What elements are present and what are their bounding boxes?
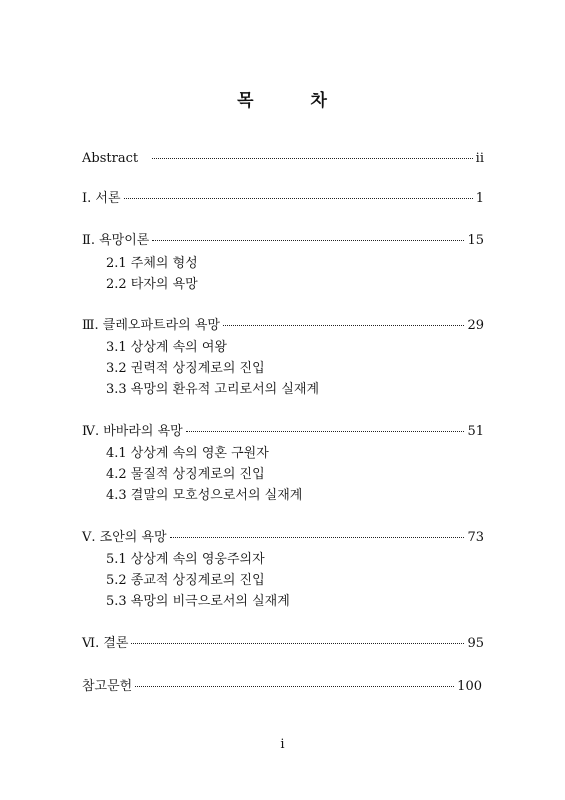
- toc-subentry[interactable]: [106, 277, 198, 293]
- page-number-footer: i: [280, 737, 285, 752]
- dot-leader: [131, 643, 464, 644]
- toc-entry-label: Ⅲ. 클레오파트라의 욕망: [82, 318, 220, 333]
- toc-page-number: 100: [457, 679, 482, 694]
- toc-page-number: 1: [475, 191, 484, 206]
- toc-subentry[interactable]: [106, 467, 265, 483]
- toc-subentry-label: 3.2 권력적 상징계로의 진입: [106, 361, 265, 376]
- toc-entry-chapter-5[interactable]: [82, 530, 484, 546]
- toc-subentry[interactable]: [106, 552, 265, 568]
- toc-subentry-label: 4.3 결말의 모호성으로서의 실재계: [106, 488, 303, 503]
- dot-leader: [152, 158, 473, 159]
- toc-entry-abstract[interactable]: [82, 151, 484, 167]
- toc-subentry-label: 5.2 종교적 상징계로의 진입: [106, 573, 265, 588]
- toc-entry-chapter-6[interactable]: [82, 636, 484, 652]
- dot-leader: [152, 240, 464, 241]
- toc-subentry[interactable]: [106, 488, 302, 504]
- toc-subentry-label: 5.1 상상계 속의 영웅주의자: [106, 552, 265, 567]
- title-part-1: 목: [237, 91, 255, 111]
- toc-subentry[interactable]: [106, 446, 269, 462]
- toc-subentry-label: 3.1 상상계 속의 여왕: [106, 340, 227, 355]
- toc-entry-chapter-4[interactable]: [82, 424, 484, 440]
- dot-leader: [223, 325, 464, 326]
- toc-page-number: 95: [467, 636, 484, 651]
- toc-subentry[interactable]: [106, 256, 198, 272]
- toc-page-number: 15: [467, 233, 484, 248]
- dot-leader: [135, 686, 454, 687]
- title-part-2: 차: [310, 91, 328, 111]
- toc-entry-label: Ⅱ. 욕망이론: [82, 233, 150, 248]
- toc-entry-chapter-2[interactable]: [82, 233, 484, 249]
- toc-entry-label: Ⅰ. 서론: [82, 191, 121, 206]
- toc-page-number: 29: [467, 318, 484, 333]
- toc-entry-label: Ⅳ. 바바라의 욕망: [82, 424, 183, 439]
- toc-subentry-label: 3.3 욕망의 환유적 고리로서의 실재계: [106, 382, 320, 397]
- dot-leader: [124, 198, 473, 199]
- dot-leader: [170, 537, 465, 538]
- toc-page-number: ii: [475, 151, 484, 166]
- toc-entry-label: 참고문헌: [82, 679, 133, 694]
- toc-subentry-label: 4.2 물질적 상징계로의 진입: [106, 467, 265, 482]
- toc-subentry-label: 5.3 욕망의 비극으로서의 실재계: [106, 594, 290, 609]
- toc-subentry-label: 2.1 주체의 형성: [106, 256, 198, 271]
- toc-page-number: 73: [467, 530, 484, 545]
- toc-subentry[interactable]: [106, 340, 227, 356]
- toc-entry-chapter-3[interactable]: [82, 318, 484, 334]
- toc-entry-chapter-1[interactable]: [82, 191, 484, 207]
- toc-page-number: 51: [467, 424, 484, 439]
- page-title: [0, 86, 565, 111]
- toc-subentry[interactable]: [106, 361, 265, 377]
- toc-subentry-label: 2.2 타자의 욕망: [106, 277, 198, 292]
- dot-leader: [186, 431, 465, 432]
- toc-subentry-label: 4.1 상상계 속의 영혼 구원자: [106, 446, 269, 461]
- toc-entry-label: Ⅴ. 조안의 욕망: [82, 530, 167, 545]
- toc-entry-label: Ⅵ. 결론: [82, 636, 129, 651]
- toc-subentry[interactable]: [106, 573, 265, 589]
- toc-subentry[interactable]: [106, 594, 290, 610]
- toc-subentry[interactable]: [106, 382, 319, 398]
- toc-entry-references[interactable]: [82, 679, 482, 695]
- toc-entry-label: Abstract: [82, 151, 139, 166]
